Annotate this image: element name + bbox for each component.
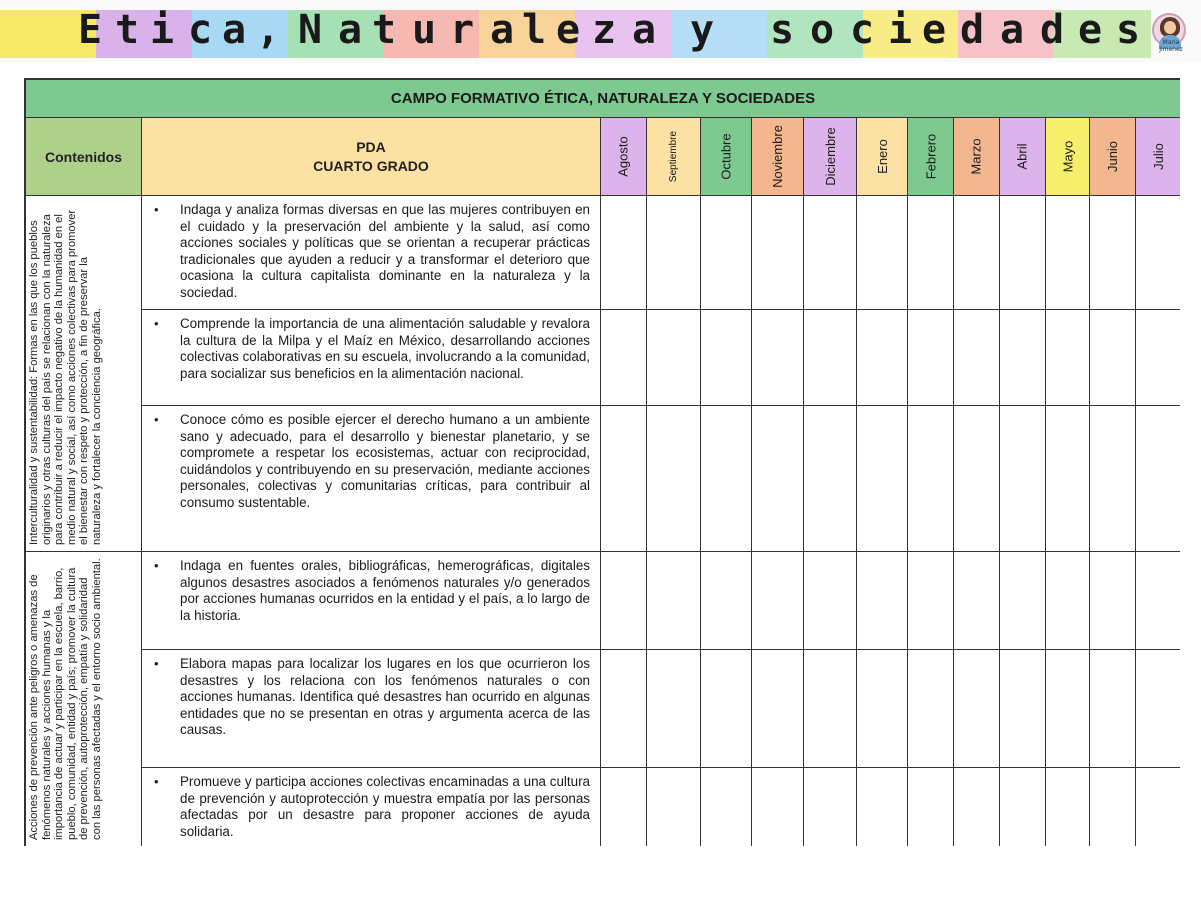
title-letter: E [78,7,103,53]
pda-row [142,552,601,650]
banner-color-strip [671,10,768,58]
month-header-junio [1090,118,1136,196]
month-check-cell[interactable] [601,552,647,650]
planning-table [24,78,1180,846]
grade-label: CUARTO GRADO [313,157,429,174]
month-check-cell[interactable] [601,650,647,768]
month-label: Enero [874,139,890,174]
title-letter: a [338,7,363,53]
title-letter: N [298,7,323,53]
title-banner [0,0,1201,62]
month-header-diciembre [804,118,857,196]
bullet-icon: • [154,774,159,789]
month-header-febrero [908,118,954,196]
title-letter: l [522,7,547,53]
month-check-cell[interactable] [752,552,804,650]
title-letter: e [556,7,581,53]
month-check-cell[interactable] [1090,196,1136,310]
banner-color-strip [96,10,193,58]
month-check-cell[interactable] [701,310,752,406]
month-check-cell[interactable] [1000,552,1046,650]
month-check-cell[interactable] [1046,406,1090,552]
pda-row [142,768,601,846]
month-check-cell[interactable] [601,768,647,846]
month-label: Marzo [969,138,984,175]
month-check-cell[interactable] [1136,552,1180,650]
title-letter: z [592,7,617,53]
month-label: Julio [1150,143,1166,170]
month-check-cell[interactable] [908,310,954,406]
month-header-noviembre [752,118,804,196]
month-check-cell[interactable] [647,196,701,310]
pda-header [142,118,601,196]
month-check-cell[interactable] [908,768,954,846]
month-label: Junio [1104,140,1120,173]
month-check-cell[interactable] [1046,650,1090,768]
month-check-cell[interactable] [908,196,954,310]
month-check-cell[interactable] [647,768,701,846]
pda-row [142,650,601,768]
month-check-cell[interactable] [647,650,701,768]
month-check-cell[interactable] [908,650,954,768]
month-check-cell[interactable] [1136,310,1180,406]
pda-row [142,406,601,552]
month-check-cell[interactable] [908,406,954,552]
month-check-cell[interactable] [804,768,857,846]
title-letter: c [850,7,875,53]
month-check-cell[interactable] [908,552,954,650]
month-header-abril [1000,118,1046,196]
month-check-cell[interactable] [647,552,701,650]
pda-text: Promueve y participa acciones colectivas encaminadas a una cultura de prevención y autoprotección y muestra empatía por las personas afectadas por un desastre para proponer acciones de ayuda solidaria. [180,774,590,839]
month-check-cell[interactable] [1000,768,1046,846]
month-check-cell[interactable] [601,406,647,552]
month-check-cell[interactable] [752,310,804,406]
month-check-cell[interactable] [804,552,857,650]
bullet-icon: • [154,316,159,331]
month-check-cell[interactable] [1046,310,1090,406]
title-letter: d [960,7,985,53]
month-check-cell[interactable] [954,768,1000,846]
title-letter: t [372,7,397,53]
table-title: CAMPO FORMATIVO ÉTICA, NATURALEZA Y SOCIEDADES [26,80,1180,118]
month-check-cell[interactable] [1000,650,1046,768]
month-header-mayo [1046,118,1090,196]
month-check-cell[interactable] [1090,406,1136,552]
month-check-cell[interactable] [804,196,857,310]
month-label: Mayo [1059,140,1075,173]
month-check-cell[interactable] [1090,768,1136,846]
bullet-icon: • [154,202,159,217]
month-check-cell[interactable] [701,768,752,846]
title-letter: a [222,7,247,53]
contenidos-header: Contenidos [26,118,142,196]
bullet-icon: • [154,656,159,671]
title-letter: a [1000,7,1025,53]
month-check-cell[interactable] [647,310,701,406]
title-letter: r [450,7,475,53]
month-check-cell[interactable] [1136,768,1180,846]
month-header-enero [857,118,908,196]
month-label: Septiembre [667,130,679,183]
month-label: Octubre [718,133,734,180]
month-check-cell[interactable] [752,650,804,768]
pda-text: Indaga y analiza formas diversas en que las mujeres contribuyen en el cuidado y la preservación del ambiente y la salud, así como acciones sociales y políticas que se orientan a recuperar prácticas tradicionales que ayuden a reducir y a transformar el deterioro que ocasiona la cultura capitalista dominante en la naturaleza y la sociedad. [180,202,590,300]
title-letter: y [690,7,715,53]
month-check-cell[interactable] [857,196,908,310]
month-label: Febrero [923,133,938,180]
contenido-text: Interculturalidad y sustentabilidad: Formas en las que los pueblos originarios y otras culturas del país se relacionan con la naturaleza para contribuir a reducir el impacto negativo de la humanidad en el medio natural y social, así como acciones colectivas para promover el bienestar con respeto y protección, a fin de preservar la naturaleza y fortalecer la conciencia geográfica. [28,209,103,545]
month-check-cell[interactable] [804,406,857,552]
month-check-cell[interactable] [1046,196,1090,310]
month-header-octubre [701,118,752,196]
title-letter: o [810,7,835,53]
title-letter: a [490,7,515,53]
title-letter: t [115,7,140,53]
logo-caption: Maria Jimenez [1159,39,1183,53]
pda-header-label: PDA [356,138,386,155]
banner-color-strip [575,10,672,58]
pda-text: Comprende la importancia de una alimentación saludable y revalora la cultura de la Milpa y el Maíz en México, desarrollando acciones colectivas colaborativas en su escuela, involucrando a la comunidad, para socializar sus beneficios en la alimentación nacional. [180,316,590,381]
contenido-cell [26,552,142,846]
month-check-cell[interactable] [1090,310,1136,406]
pda-row [142,196,601,310]
month-check-cell[interactable] [857,552,908,650]
title-letter: a [632,7,657,53]
month-check-cell[interactable] [857,406,908,552]
month-check-cell[interactable] [1136,406,1180,552]
title-letter: s [1116,7,1141,53]
month-label: Abril [1014,143,1030,170]
month-check-cell[interactable] [1136,650,1180,768]
month-check-cell[interactable] [601,196,647,310]
pda-text: Indaga en fuentes orales, bibliográficas, hemerográficas, digitales algunos desastres asociados a fenómenos naturales y/o generados por acciones humanas ocurridos en la entidad y el país, a lo largo de la historia. [180,558,590,623]
month-check-cell[interactable] [1000,310,1046,406]
month-check-cell[interactable] [752,196,804,310]
month-check-cell[interactable] [804,650,857,768]
month-check-cell[interactable] [857,650,908,768]
title-letter: e [1078,7,1103,53]
month-check-cell[interactable] [954,196,1000,310]
bullet-icon: • [154,412,159,427]
title-letter: c [188,7,213,53]
month-check-cell[interactable] [752,768,804,846]
month-header-marzo [954,118,1000,196]
month-header-julio [1136,118,1180,196]
month-check-cell[interactable] [1046,768,1090,846]
month-label: Noviembre [770,125,786,188]
month-check-cell[interactable] [1046,552,1090,650]
title-letter: i [150,7,175,53]
month-check-cell[interactable] [954,650,1000,768]
contenido-text: Acciones de prevención ante peligros o amenazas de fenómenos naturales y acciones humanas y la importancia de actuar y participar en la escuela, barrio, pueblo, comunidad, entidad y país; promover la cultura de prevención, autoprotección, empatía y solidaridad con las personas afectadas y el entorno socio ambiental. [28,558,103,840]
month-check-cell[interactable] [701,552,752,650]
month-check-cell[interactable] [701,196,752,310]
title-letter: d [1040,7,1065,53]
title-letter: e [922,7,947,53]
month-check-cell[interactable] [857,768,908,846]
pda-row [142,310,601,406]
bullet-icon: • [154,558,159,573]
author-avatar-icon [1152,13,1186,53]
month-check-cell[interactable] [601,310,647,406]
month-check-cell[interactable] [1090,650,1136,768]
month-header-agosto [601,118,647,196]
month-check-cell[interactable] [1000,406,1046,552]
month-check-cell[interactable] [701,650,752,768]
month-check-cell[interactable] [1136,196,1180,310]
month-check-cell[interactable] [954,406,1000,552]
month-check-cell[interactable] [804,310,857,406]
title-letter: , [256,7,281,53]
pda-text: Conoce cómo es posible ejercer el derecho humano a un ambiente sano y adecuado, para el desarrollo y bienestar planetario, y se compromete a respetar los ecosistemas, actuar con reciprocidad, cuidándolos y contribuyendo en su preservación, mediante acciones personales, colectivas y comunitarias críticas, para contribuir al consumo sustentable. [180,412,590,510]
title-letter: s [770,7,795,53]
month-check-cell[interactable] [752,406,804,552]
month-check-cell[interactable] [647,406,701,552]
title-letter: u [412,7,437,53]
month-check-cell[interactable] [1000,196,1046,310]
title-letter: i [888,7,913,53]
month-label: Diciembre [822,127,838,186]
month-header-septiembre [647,118,701,196]
month-check-cell[interactable] [1090,552,1136,650]
month-check-cell[interactable] [857,310,908,406]
month-check-cell[interactable] [954,310,1000,406]
pda-text: Elabora mapas para localizar los lugares en los que ocurrieron los desastres y los relaciona con los fenómenos naturales o con acciones humanas. Identifica qué desastres han ocurrido en algunas entidades que no se presentan en otras y argumenta acerca de las causas. [180,656,590,738]
contenido-cell [26,196,142,552]
month-label: Agosto [615,136,631,177]
month-check-cell[interactable] [701,406,752,552]
month-check-cell[interactable] [954,552,1000,650]
